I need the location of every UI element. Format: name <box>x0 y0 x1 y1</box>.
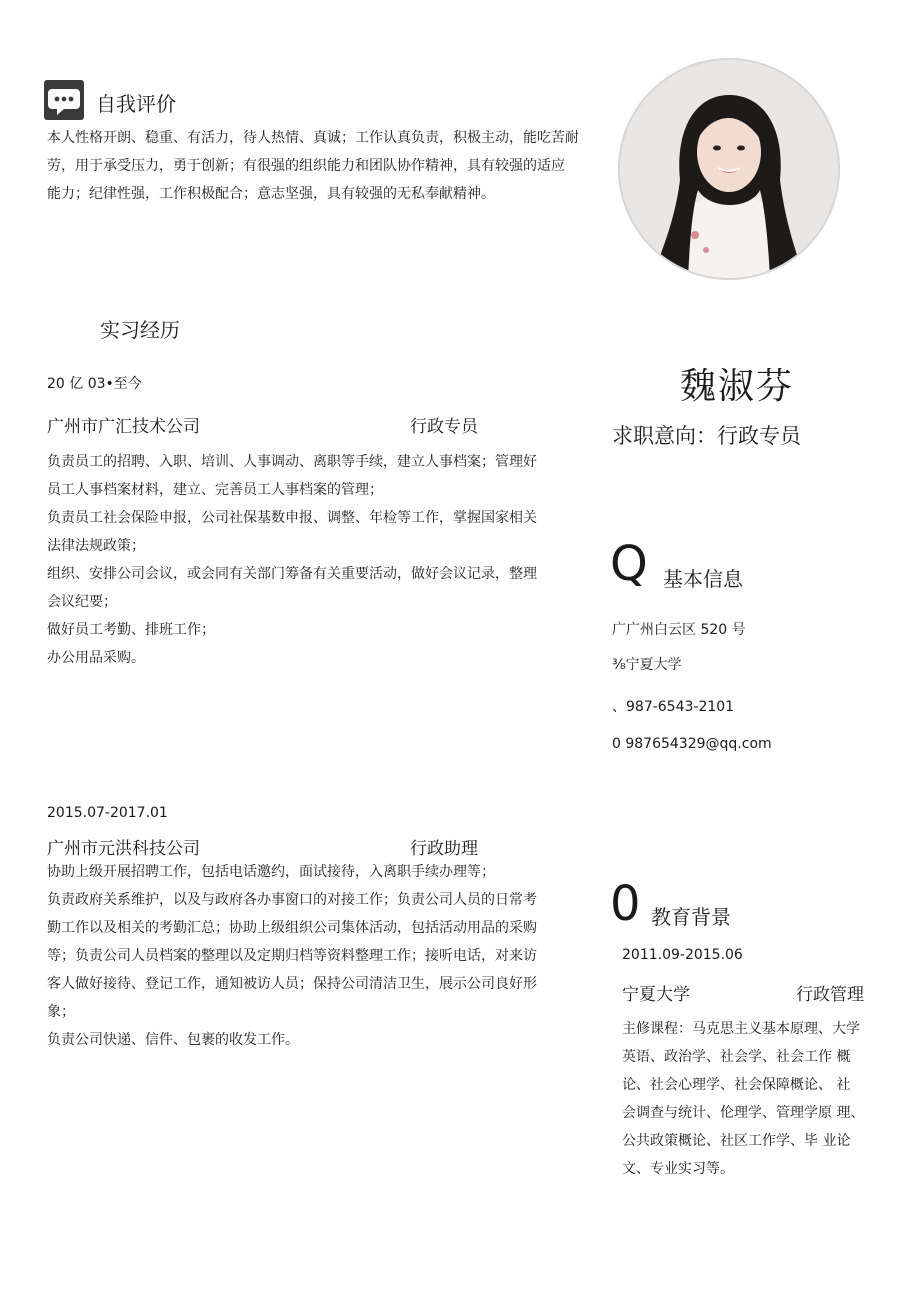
job-date: 20 亿 03•至今 <box>47 376 142 392</box>
course-line: 论、社会心理学、社会保障概论、 社 <box>622 1077 851 1093</box>
job-line: 象； <box>47 1004 75 1020</box>
education-date: 2011.09-2015.06 <box>622 947 743 963</box>
job-line: 办公用品采购。 <box>47 650 145 666</box>
job-line: 协助上级开展招聘工作，包括电话邀约，面试接待，入离职手续办理等； <box>47 864 495 880</box>
course-line: 英语、政治学、社会学、社会工作 概 <box>622 1049 851 1065</box>
job-position: 行政助理 <box>410 839 478 859</box>
job-line: 会议纪要； <box>47 594 117 610</box>
job-line: 负责公司快递、信件、包裹的收发工作。 <box>47 1032 299 1048</box>
course-line: 主修课程：马克思主义基本原理、大学 <box>622 1021 860 1037</box>
chat-bubble-icon <box>44 80 84 120</box>
candidate-name: 魏淑芬 <box>680 366 795 407</box>
info-phone: 、987-6543-2101 <box>612 699 735 715</box>
info-address: 广广州白云区 520 号 <box>612 622 746 638</box>
job-line: 负责政府关系维护，以及与政府各办事窗口的对接工作；负责公司人员的日常考 <box>47 892 537 908</box>
self-eval-line: 本人性格开朗、稳重、有活力，待人热情、真诚；工作认真负责，积极主动，能吃苦耐 <box>47 130 579 146</box>
job-line: 做好员工考勤、排班工作； <box>47 622 215 638</box>
job-position: 行政专员 <box>410 417 478 437</box>
self-eval-text <box>47 124 607 208</box>
job-description <box>47 448 607 672</box>
job-company: 广州市广汇技术公司 <box>47 417 200 437</box>
job-line: 客人做好接待、登记工作，通知被访人员；保持公司清洁卫生，展示公司良好形 <box>47 976 537 992</box>
internship-title: 实习经历 <box>100 318 180 342</box>
job-line: 等；负责公司人员档案的整理以及定期归档等资料整理工作；接听电话，对来访 <box>47 948 537 964</box>
job-line: 勤工作以及相关的考勤汇总；协助上级组织公司集体活动，包括活动用品的采购 <box>47 920 537 936</box>
info-school: ⅜宁夏大学 <box>612 657 682 673</box>
self-eval-line: 能力；纪律性强，工作积极配合；意志坚强，具有较强的无私奉献精神。 <box>47 186 495 202</box>
education-courses <box>622 1015 882 1183</box>
education-glyph: 0 <box>610 876 641 932</box>
education-school: 宁夏大学 <box>622 985 690 1005</box>
job-date: 2015.07-2017.01 <box>47 805 168 821</box>
course-line: 会调查与统计、伦理学、管理学原 理、 <box>622 1105 865 1121</box>
basic-info-title: 基本信息 <box>663 567 743 591</box>
job-company: 广州市元洪科技公司 <box>47 839 200 859</box>
education-major: 行政管理 <box>796 985 864 1005</box>
course-line: 文、专业实习等。 <box>622 1161 734 1177</box>
job-line: 法律法规政策； <box>47 538 145 554</box>
job-line: 组织、安排公司会议，或会同有关部门筹备有关重要活动，做好会议记录，整理 <box>47 566 537 582</box>
basic-info-glyph: Q <box>610 536 648 592</box>
self-eval-line: 劳，用于承受压力，勇于创新；有很强的组织能力和团队协作精神，具有较强的适应 <box>47 158 565 174</box>
job-description <box>47 858 607 1054</box>
self-eval-title: 自我评价 <box>96 92 176 116</box>
avatar <box>620 60 838 278</box>
course-line: 公共政策概论、社区工作学、毕 业论 <box>622 1133 851 1149</box>
job-line: 负责员工社会保险申报，公司社保基数申报、调整、年检等工作，掌握国家相关 <box>47 510 537 526</box>
job-line: 员工人事档案材料，建立、完善员工人事档案的管理； <box>47 482 383 498</box>
job-line: 负责员工的招聘、入职、培训、人事调动、离职等手续，建立人事档案；管理好 <box>47 454 537 470</box>
education-title: 教育背景 <box>651 905 731 929</box>
job-intent: 求职意向：行政专员 <box>612 424 801 448</box>
info-email: 0 987654329@qq.com <box>612 736 772 752</box>
